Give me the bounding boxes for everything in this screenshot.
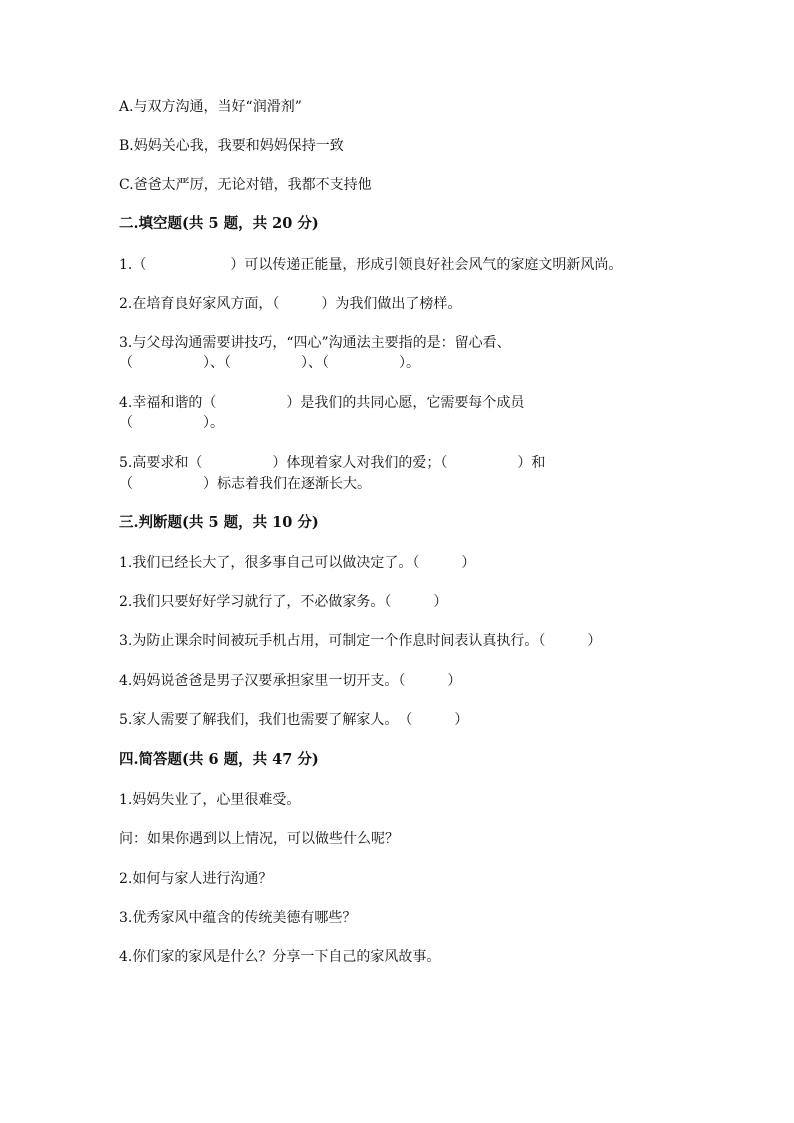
true-false-q3: 3.为防止课余时间被玩手机占用，可制定一个作息时间表认真执行。（ ） xyxy=(119,633,602,649)
short-answer-q3: 3.优秀家风中蕴含的传统美德有哪些？ xyxy=(119,910,357,926)
section-heading-true-false: 三.判断题(共 5 题，共 10 分) xyxy=(119,514,319,531)
short-answer-q1-question: 问：如果你遇到以上情况，可以做些什么呢？ xyxy=(119,831,399,847)
true-false-q4: 4.妈妈说爸爸是男子汉要承担家里一切开支。（ ） xyxy=(119,673,462,689)
choice-option-b: B.妈妈关心我，我要和妈妈保持一致 xyxy=(119,138,344,154)
true-false-q2: 2.我们只要好好学习就行了，不必做家务。（ ） xyxy=(119,594,448,610)
short-answer-q4: 4.你们家的家风是什么？分享一下自己的家风故事。 xyxy=(119,949,441,965)
true-false-q1: 1.我们已经长大了，很多事自己可以做决定了。（ ） xyxy=(119,555,476,571)
fill-blank-q3-line1: 3.与父母沟通需要讲技巧，“四心”沟通法主要指的是：留心看、 xyxy=(119,335,511,351)
fill-blank-q4-line2: （ ）。 xyxy=(119,415,224,431)
fill-blank-q1: 1.（ ）可以传递正能量，形成引领良好社会风气的家庭文明新风尚。 xyxy=(119,257,623,273)
true-false-q5: 5.家人需要了解我们，我们也需要了解家人。 （ ） xyxy=(119,712,469,728)
fill-blank-q5-line2: （ ）标志着我们在逐渐长大。 xyxy=(119,476,371,492)
short-answer-q1: 1.妈妈失业了，心里很难受。 xyxy=(119,792,301,808)
fill-blank-q5-line1: 5.高要求和（ ）体现着家人对我们的爱；（ ）和 xyxy=(119,455,546,471)
choice-option-c: C.爸爸太严厉，无论对错，我都不支持他 xyxy=(119,177,372,193)
fill-blank-q2: 2.在培育良好家风方面，（ ）为我们做出了榜样。 xyxy=(119,296,462,312)
choice-option-a: A.与双方沟通，当好“润滑剂” xyxy=(119,99,302,115)
section-heading-fill-blank: 二.填空题(共 5 题，共 20 分) xyxy=(119,215,319,232)
short-answer-q2: 2.如何与家人进行沟通？ xyxy=(119,871,273,887)
fill-blank-q4-line1: 4.幸福和谐的（ ）是我们的共同心愿，它需要每个成员 xyxy=(119,395,525,411)
section-heading-short-answer: 四.简答题(共 6 题，共 47 分) xyxy=(119,751,319,768)
fill-blank-q3-line2: （ ）、（ ）、（ ）。 xyxy=(119,355,420,371)
